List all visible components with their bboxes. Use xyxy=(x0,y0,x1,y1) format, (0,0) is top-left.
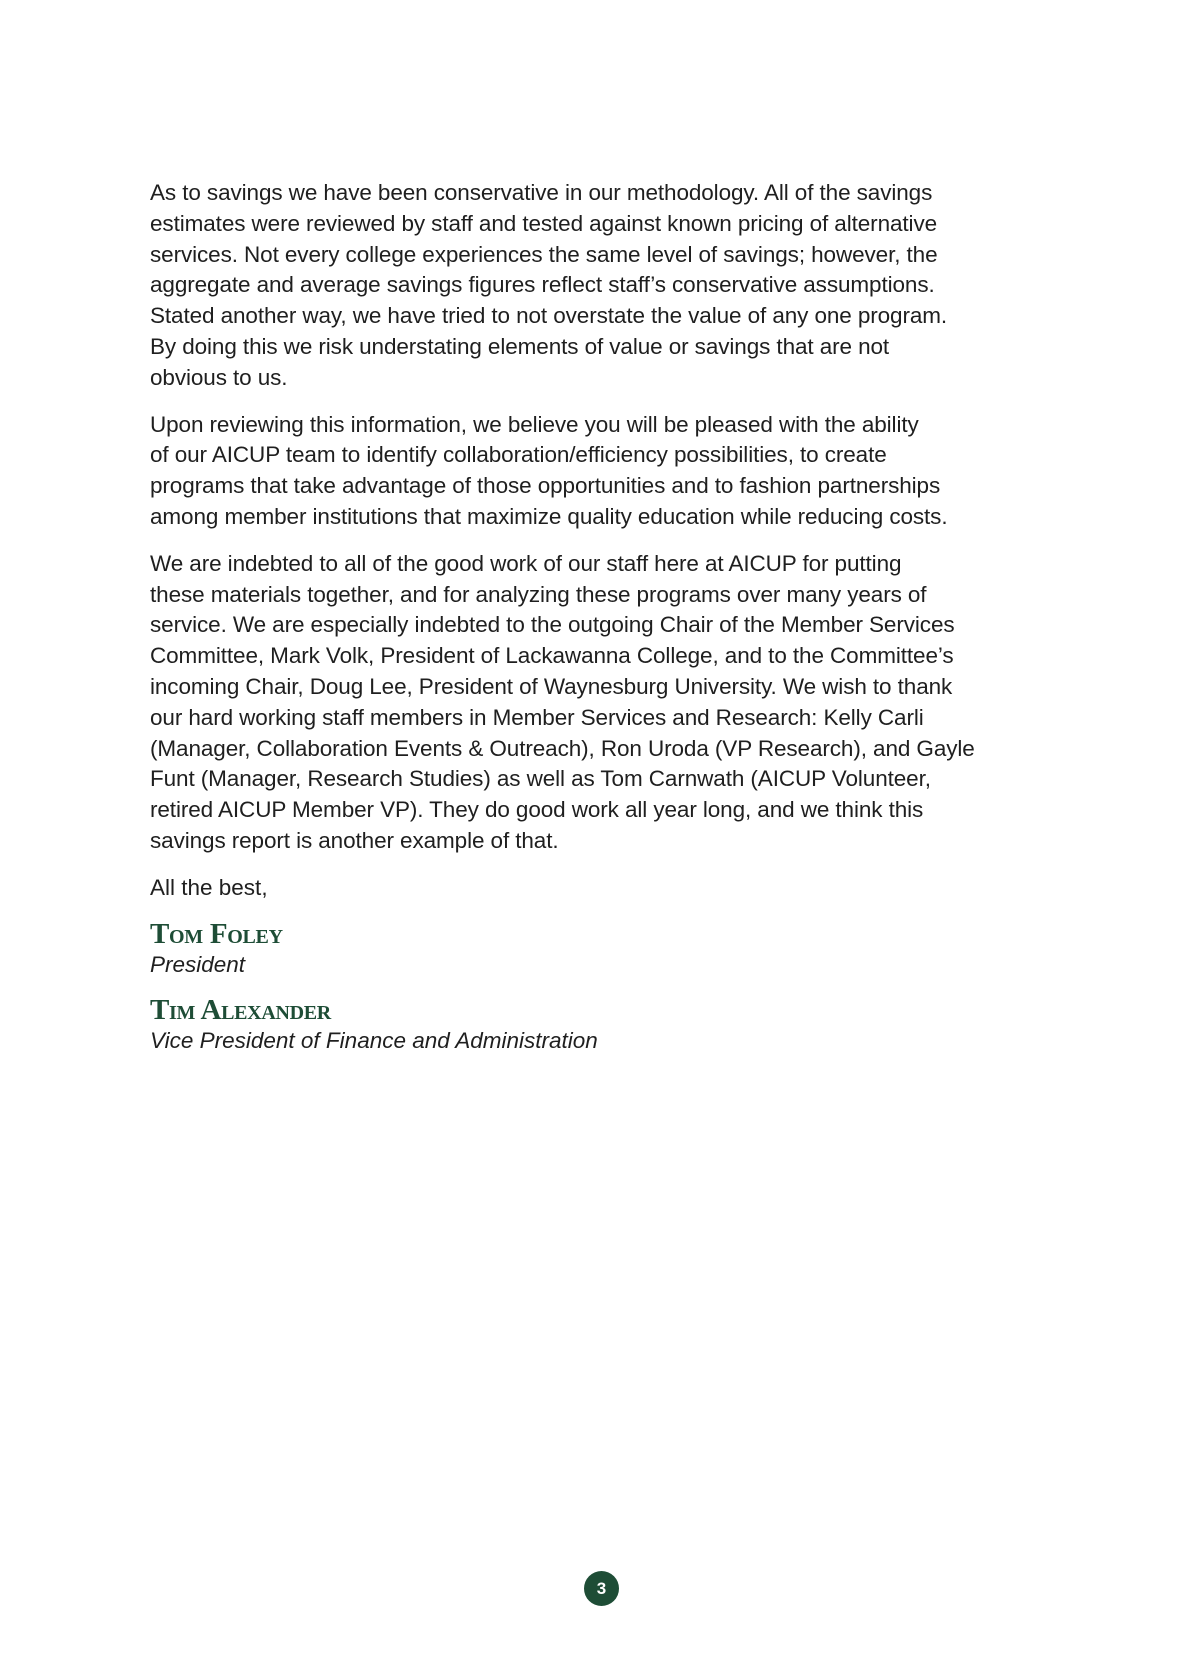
paragraph-savings-methodology xyxy=(150,178,1055,394)
text-line: By doing this we risk understating elements of value or savings that are not xyxy=(150,333,890,359)
signer-name: Tim Alexander xyxy=(150,993,331,1026)
page-number-badge: 3 xyxy=(584,1571,619,1606)
text-line: obvious to us. xyxy=(150,364,288,390)
closing-salutation: All the best, xyxy=(150,874,268,900)
text-line: Funt (Manager, Research Studies) as well as Tom Carnwath (AICUP Volunteer, xyxy=(150,766,931,792)
signer-title: Vice President of Finance and Administration xyxy=(150,1027,598,1053)
text-line: Stated another way, we have tried to not overstate the value of any one program. xyxy=(150,303,948,329)
text-line: savings report is another example of that. xyxy=(150,827,559,853)
text-line: We are indebted to all of the good work of our staff here at AICUP for putting xyxy=(150,550,902,576)
text-line: service. We are especially indebted to the outgoing Chair of the Member Services xyxy=(150,612,955,638)
text-line: our hard working staff members in Member Services and Research: Kelly Carli xyxy=(150,704,924,730)
paragraph-acknowledgements xyxy=(150,549,1055,857)
text-line: Committee, Mark Volk, President of Lackawanna College, and to the Committee’s xyxy=(150,643,954,669)
text-line: programs that take advantage of those opportunities and to fashion partnerships xyxy=(150,473,941,499)
paragraph-collaboration xyxy=(150,410,1055,533)
text-line: of our AICUP team to identify collaboration/efficiency possibilities, to create xyxy=(150,442,887,468)
signer-block xyxy=(150,994,1055,1056)
text-line: incoming Chair, Doug Lee, President of Waynesburg University. We wish to thank xyxy=(150,673,953,699)
signer-title: President xyxy=(150,951,246,977)
text-line: retired AICUP Member VP). They do good work all year long, and we think this xyxy=(150,797,924,823)
text-line: services. Not every college experiences the same level of savings; however, the xyxy=(150,241,938,267)
text-line: As to savings we have been conservative in our methodology. All of the savings xyxy=(150,180,933,205)
signer-name: Tom Foley xyxy=(150,917,283,950)
text-line: estimates were reviewed by staff and tested against known pricing of alternative xyxy=(150,210,938,236)
signer-block xyxy=(150,918,1055,980)
text-line: among member institutions that maximize quality education while reducing costs. xyxy=(150,503,948,529)
text-line: Upon reviewing this information, we believe you will be pleased with the ability xyxy=(150,411,919,437)
text-line: aggregate and average savings figures reflect staff’s conservative assumptions. xyxy=(150,272,935,298)
text-line: (Manager, Collaboration Events & Outreach), Ron Uroda (VP Research), and Gayle xyxy=(150,735,975,761)
text-line: these materials together, and for analyzing these programs over many years of xyxy=(150,581,927,607)
letter-body xyxy=(150,178,1055,1070)
